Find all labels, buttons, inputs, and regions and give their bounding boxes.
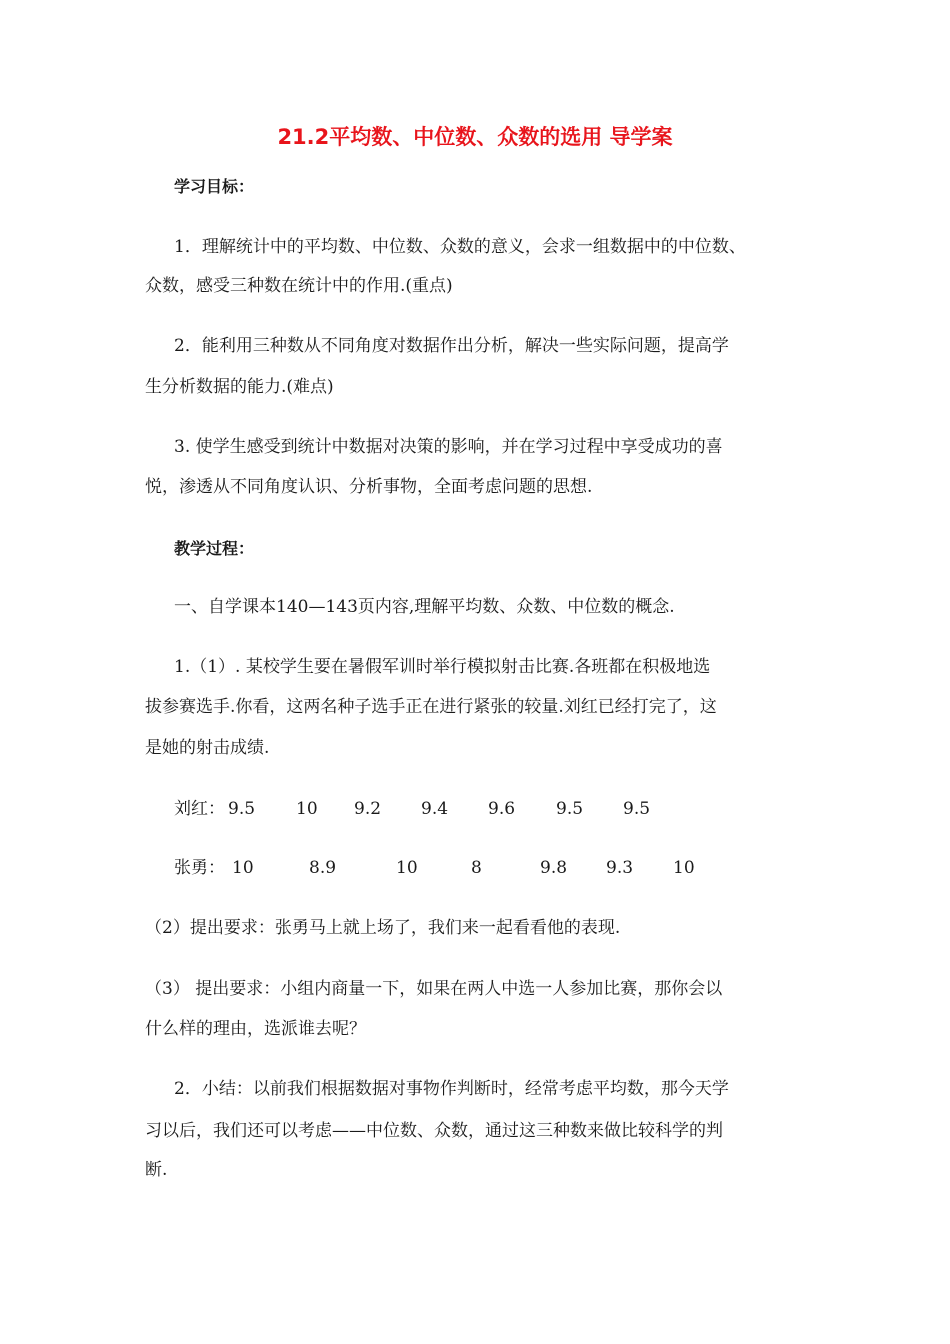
question-3-line-2: 什么样的理由，选派谁去呢？	[145, 1019, 366, 1039]
zhangyong-score: 10	[232, 858, 254, 878]
liuhong-score: 9.6	[488, 799, 516, 819]
process-step-1: 一、自学课本140—143页内容,理解平均数、众数、中位数的概念.	[174, 597, 675, 617]
question-1-line-2: 拔参赛选手.你看，这两名种子选手正在进行紧张的较量.刘红已经打完了，这	[145, 697, 717, 717]
liuhong-score: 9.5	[556, 799, 584, 819]
zhangyong-score: 10	[396, 858, 418, 878]
objective-3-line-1: 3. 使学生感受到统计中数据对决策的影响，并在学习过程中享受成功的喜	[174, 437, 723, 457]
question-3-line-1: （3） 提出要求：小组内商量一下，如果在两人中选一人参加比赛，那你会以	[145, 979, 723, 999]
objective-1-line-1: 1．理解统计中的平均数、中位数、众数的意义，会求一组数据中的中位数、	[174, 237, 746, 257]
objective-3-line-2: 悦，渗透从不同角度认识、分析事物，全面考虑问题的思想.	[145, 477, 593, 497]
question-1-line-3: 是她的射击成绩.	[145, 738, 270, 758]
liuhong-score: 9.4	[421, 799, 449, 819]
liuhong-label: 刘红：	[174, 799, 225, 819]
process-heading: 教学过程：	[174, 539, 255, 558]
objective-2-line-1: 2．能利用三种数从不同角度对数据作出分析，解决一些实际问题，提高学	[174, 336, 729, 356]
objectives-heading: 学习目标：	[174, 177, 255, 196]
zhangyong-score: 8.9	[309, 858, 337, 878]
zhangyong-score: 10	[673, 858, 695, 878]
question-1-line-1: 1.（1）. 某校学生要在暑假军训时举行模拟射击比赛.各班都在积极地选	[174, 657, 711, 677]
zhangyong-score: 8	[471, 858, 482, 878]
zhangyong-score: 9.3	[606, 858, 634, 878]
liuhong-score: 10	[296, 799, 318, 819]
summary-line-2: 习以后，我们还可以考虑——中位数、众数，通过这三种数来做比较科学的判	[145, 1121, 723, 1141]
liuhong-score: 9.5	[228, 799, 256, 819]
summary-line-1: 2．小结：以前我们根据数据对事物作判断时，经常考虑平均数，那今天学	[174, 1079, 729, 1099]
document-title: 21.2平均数、中位数、众数的选用 导学案	[277, 125, 673, 149]
liuhong-score: 9.5	[623, 799, 651, 819]
question-2: （2）提出要求：张勇马上就上场了，我们来一起看看他的表现.	[145, 918, 621, 938]
zhangyong-score: 9.8	[540, 858, 568, 878]
summary-line-3: 断.	[145, 1160, 168, 1180]
objective-2-line-2: 生分析数据的能力.(难点)	[145, 377, 334, 397]
zhangyong-label: 张勇：	[174, 858, 225, 878]
objective-1-line-2: 众数，感受三种数在统计中的作用.(重点)	[145, 276, 453, 296]
liuhong-score: 9.2	[354, 799, 382, 819]
